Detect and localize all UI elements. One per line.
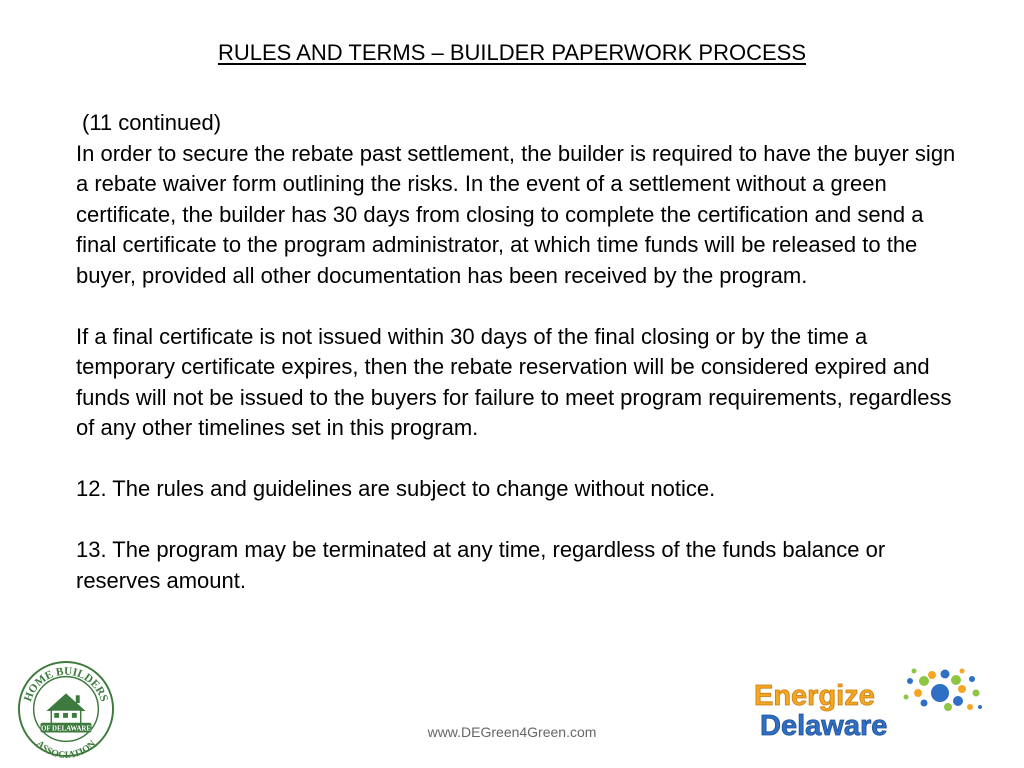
logo-text-top: HOME BUILDERS xyxy=(22,665,110,704)
spacer xyxy=(76,291,956,322)
energize-delaware-logo xyxy=(752,667,984,741)
item-12: 12. The rules and guidelines are subject to change without notice. xyxy=(76,476,716,501)
hba-logo xyxy=(17,660,115,758)
logo-word-delaware: Delaware xyxy=(760,710,888,741)
section-11-heading: (11 continued) xyxy=(82,110,222,135)
spacer xyxy=(76,444,956,475)
logo-ribbon-text: OF DELAWARE xyxy=(41,725,91,733)
item-13: 13. The program may be terminated at any time, regardless of the funds balance or reserves amount. xyxy=(76,537,886,593)
house-icon xyxy=(46,693,85,723)
logo-text-bottom: ASSOCIATION xyxy=(33,738,99,758)
spacer xyxy=(76,505,956,536)
section-11-paragraph-2: If a final certificate is not issued within 30 days of the final closing or by the time a temporary certificate expires, then the rebate reservation will be considered expired and funds will not be issued to the buyers for failure to meet program requirements, regardless of any other timelines set in this program. xyxy=(76,323,952,440)
logo-word-energize: Energize xyxy=(754,680,875,712)
body-text xyxy=(76,108,956,596)
footer-url: www.DEGreen4Green.com xyxy=(427,724,597,740)
page-title: RULES AND TERMS – BUILDER PAPERWORK PROCESS xyxy=(217,40,807,65)
section-11-paragraph-1: In order to secure the rebate past settlement, the builder is required to have the buyer sign a rebate waiver form outlining the risks. In the event of a settlement without a green certificate, the builder has 30 days from closing to complete the certification and send a final certificate to the program administrator, at which time funds will be released to the buyer, provided all other documentation has been received by the program. xyxy=(76,140,956,288)
sunburst-icon xyxy=(904,669,983,712)
